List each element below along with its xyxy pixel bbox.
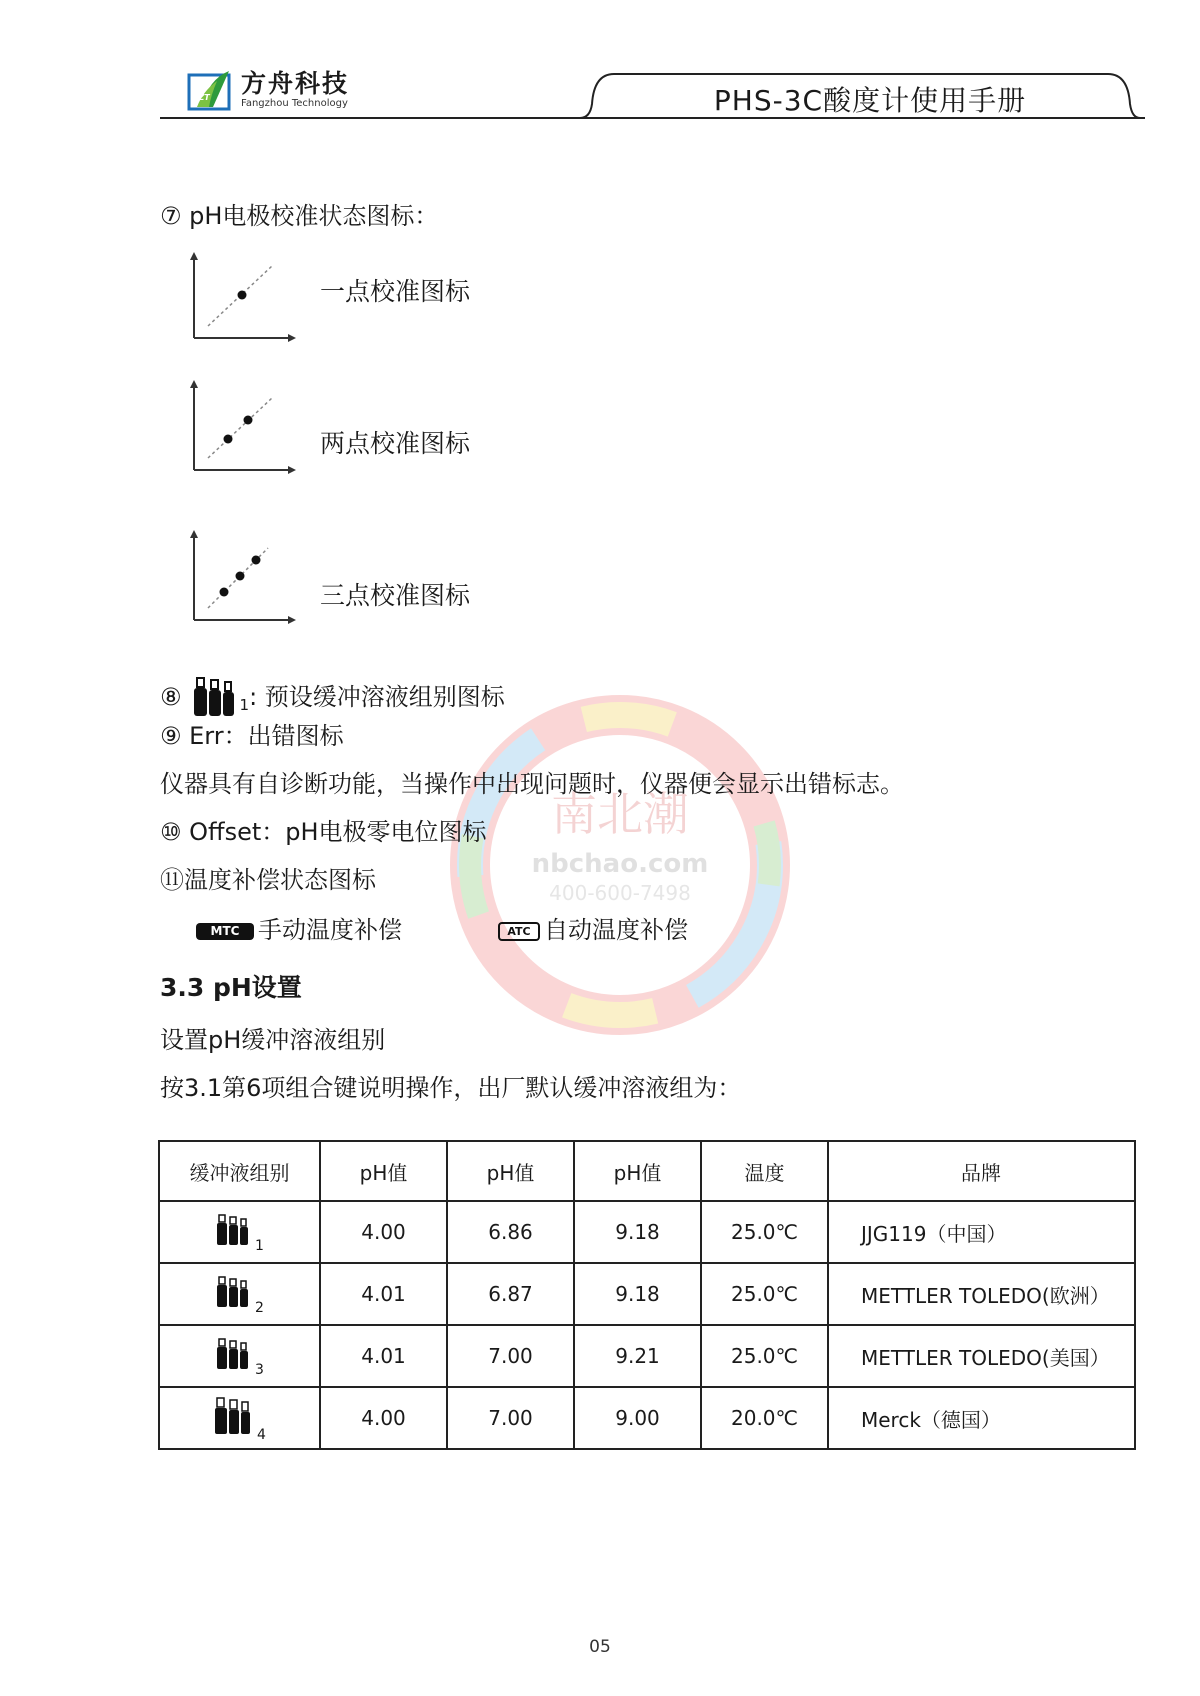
logo-mark-text: FZT	[193, 93, 210, 102]
item9-title: ⑨ Err：出错图标	[160, 722, 344, 750]
item8-subscript: 1	[239, 696, 250, 714]
document-title: PHS-3C酸度计使用手册	[713, 84, 1027, 117]
ph-3-cell: 9.18	[574, 1263, 701, 1325]
buffer-bottles-icon	[215, 1338, 251, 1370]
ph-1-cell: 4.00	[320, 1387, 447, 1449]
group-cell	[159, 1325, 320, 1387]
page-number: 05	[589, 1637, 611, 1657]
temperature-cell: 25.0℃	[701, 1201, 828, 1263]
table-header-row	[159, 1141, 1135, 1201]
mtc-badge-icon: MTC	[196, 923, 254, 940]
watermark-splash	[430, 690, 810, 1050]
ph-2-cell: 6.86	[447, 1201, 574, 1263]
atc-label: 自动温度补偿	[544, 916, 688, 944]
item8-text: : 预设缓冲溶液组别图标	[249, 683, 505, 711]
fangzhou-logo-icon	[187, 69, 233, 111]
header-ph-1: pH值	[320, 1141, 447, 1201]
three-point-calibration-icon	[186, 530, 296, 626]
ph-3-cell: 9.00	[574, 1387, 701, 1449]
one-point-calibration-icon	[186, 252, 296, 344]
brand-cell: METTLER TOLEDO(欧洲）	[828, 1263, 1135, 1325]
temperature-cell: 25.0℃	[701, 1325, 828, 1387]
three-point-calibration-label: 三点校准图标	[320, 581, 471, 610]
item10-title: ⑩ Offset：pH电极零电位图标	[160, 818, 487, 846]
one-point-calibration-label: 一点校准图标	[320, 277, 471, 306]
section-title: 3.3 pH设置	[160, 973, 302, 1002]
item7-title: ⑦ pH电极校准状态图标：	[160, 202, 439, 230]
temperature-cell: 25.0℃	[701, 1263, 828, 1325]
two-point-calibration-label: 两点校准图标	[320, 429, 471, 458]
mtc-label: 手动温度补偿	[258, 916, 402, 944]
atc-badge-icon: ATC	[498, 922, 540, 941]
group-number: 2	[255, 1299, 264, 1316]
header-ph-2: pH值	[447, 1141, 574, 1201]
table-row	[159, 1263, 1135, 1325]
item8-number: ⑧	[160, 683, 182, 711]
atc-row	[498, 914, 688, 946]
company-logo	[187, 66, 349, 114]
ph-1-cell: 4.00	[320, 1201, 447, 1263]
group-cell	[159, 1201, 320, 1263]
watermark-phone: 400-600-7498	[549, 881, 691, 905]
ph-2-cell: 7.00	[447, 1325, 574, 1387]
buffer-group-table	[158, 1140, 1136, 1450]
section-line-2: 按3.1第6项组合键说明操作，出厂默认缓冲溶液组为：	[160, 1074, 742, 1102]
ph-2-cell: 6.87	[447, 1263, 574, 1325]
brand-cell: METTLER TOLEDO(美国）	[828, 1325, 1135, 1387]
temperature-cell: 20.0℃	[701, 1387, 828, 1449]
header-group: 缓冲液组别	[159, 1141, 320, 1201]
table-row	[159, 1201, 1135, 1263]
table-row	[159, 1325, 1135, 1387]
watermark-cn: 南北潮	[551, 787, 689, 841]
group-number: 4	[257, 1426, 266, 1443]
two-point-calibration-icon	[186, 380, 296, 476]
item8-line	[160, 676, 505, 718]
section-line-1: 设置pH缓冲溶液组别	[160, 1026, 386, 1054]
table-row	[159, 1387, 1135, 1449]
group-number: 3	[255, 1361, 264, 1378]
ph-3-cell: 9.21	[574, 1325, 701, 1387]
logo-cn-text: 方舟科技	[241, 69, 350, 98]
mtc-row	[196, 914, 402, 946]
ph-1-cell: 4.01	[320, 1325, 447, 1387]
header-brand: 品牌	[828, 1141, 1135, 1201]
buffer-bottles-icon	[190, 676, 240, 718]
header-divider	[160, 117, 1145, 119]
brand-cell: JJG119（中国）	[828, 1201, 1135, 1263]
item9-description: 仪器具有自诊断功能，当操作中出现问题时，仪器便会显示出错标志。	[160, 770, 904, 798]
buffer-bottles-icon	[213, 1397, 253, 1435]
ph-2-cell: 7.00	[447, 1387, 574, 1449]
ph-1-cell: 4.01	[320, 1263, 447, 1325]
header-temperature: 温度	[701, 1141, 828, 1201]
buffer-bottles-icon	[215, 1276, 251, 1308]
group-number: 1	[255, 1237, 264, 1254]
header-ph-3: pH值	[574, 1141, 701, 1201]
ph-3-cell: 9.18	[574, 1201, 701, 1263]
brand-cell: Merck（德国）	[828, 1387, 1135, 1449]
logo-en-text: Fangzhou Technology	[241, 98, 348, 109]
item11-title: ⑪温度补偿状态图标	[160, 866, 376, 894]
group-cell	[159, 1387, 320, 1449]
group-cell	[159, 1263, 320, 1325]
buffer-bottles-icon	[215, 1214, 251, 1246]
watermark-url: nbchao.com	[531, 849, 709, 879]
